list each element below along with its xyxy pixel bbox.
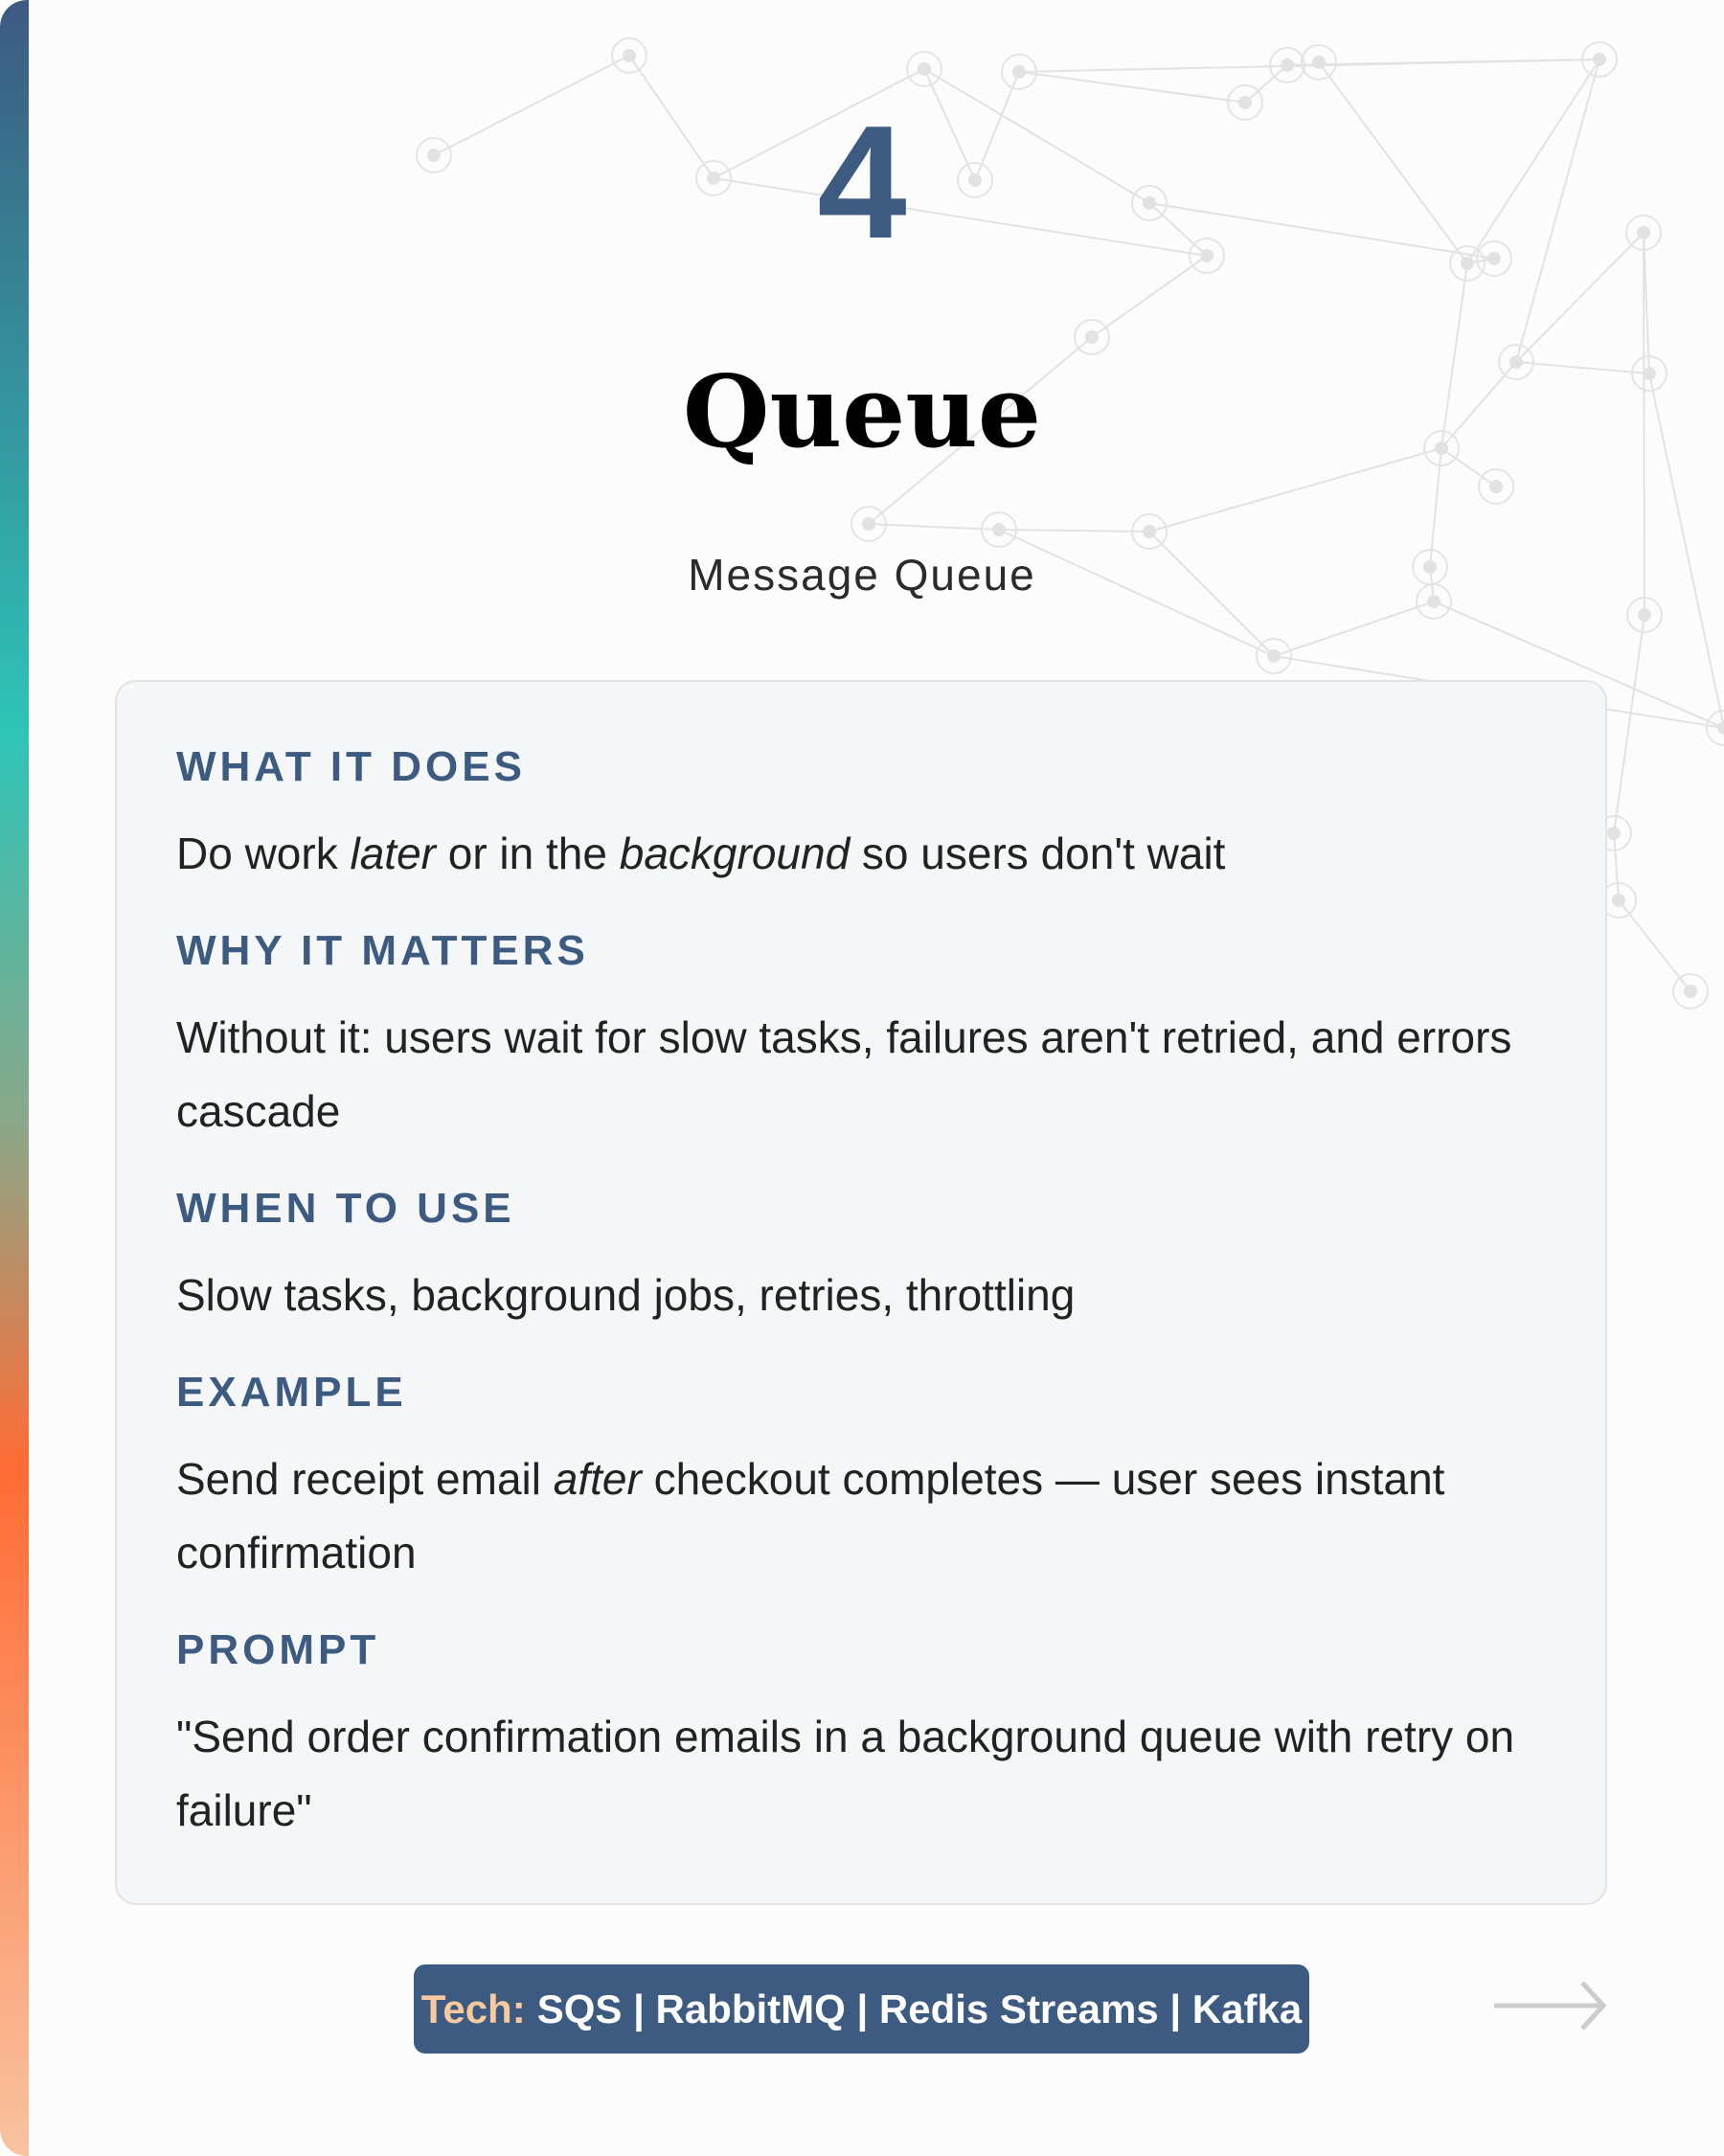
network-edge [1245, 65, 1287, 102]
text: so users don't wait [850, 828, 1226, 878]
network-edge [1019, 72, 1245, 102]
network-node [612, 38, 646, 73]
section-heading-why: WHY IT MATTERS [176, 927, 589, 974]
network-node [1302, 45, 1336, 79]
card-number: 4 [817, 92, 907, 272]
section-heading-example: EXAMPLE [176, 1369, 407, 1416]
text: Send receipt email [176, 1454, 554, 1504]
tech-label: Tech: [420, 1986, 526, 2031]
section-body-when: Slow tasks, background jobs, retries, throttling [176, 1270, 1076, 1320]
network-node [907, 52, 941, 86]
info-panel [115, 680, 1607, 1905]
network-edge [1614, 833, 1619, 900]
emphasis-text: after [553, 1454, 642, 1504]
network-edge [999, 530, 1149, 532]
network-edge [1019, 59, 1599, 72]
section-body-why: Without it: users wait for slow tasks, failures aren't retried, and errors cascade [176, 1012, 1512, 1136]
tech-value: SQS | RabbitMQ | Redis Streams | Kafka [536, 1986, 1303, 2031]
section-body-what [176, 817, 1548, 891]
emphasis-text: background [619, 828, 851, 878]
section-body-example [176, 1442, 1555, 1590]
tech-stack-badge [414, 1964, 1309, 2054]
emphasis-text: later [350, 828, 436, 878]
network-edge [869, 524, 999, 530]
section-body-prompt: "Send order confirmation emails in a background queue with retry on failure" [176, 1712, 1515, 1835]
card-subtitle: Message Queue [688, 550, 1036, 600]
arrow-right-icon[interactable] [1490, 1977, 1611, 2034]
network-node [1479, 469, 1513, 504]
text: or in the [435, 828, 620, 878]
network-node [1075, 320, 1109, 354]
network-node [1257, 639, 1291, 673]
card-title: Queue [682, 352, 1042, 470]
network-edge [1092, 256, 1207, 337]
network-node [1673, 974, 1708, 1009]
network-edge [1614, 615, 1645, 833]
section-heading-prompt: PROMPT [176, 1626, 380, 1673]
section-heading-what: WHAT IT DOES [176, 743, 526, 790]
section-heading-when: WHEN TO USE [176, 1185, 515, 1232]
text: Do work [176, 828, 351, 878]
text: checkout completes — user sees instant confirmation [176, 1454, 1445, 1577]
network-edge [1274, 601, 1434, 656]
